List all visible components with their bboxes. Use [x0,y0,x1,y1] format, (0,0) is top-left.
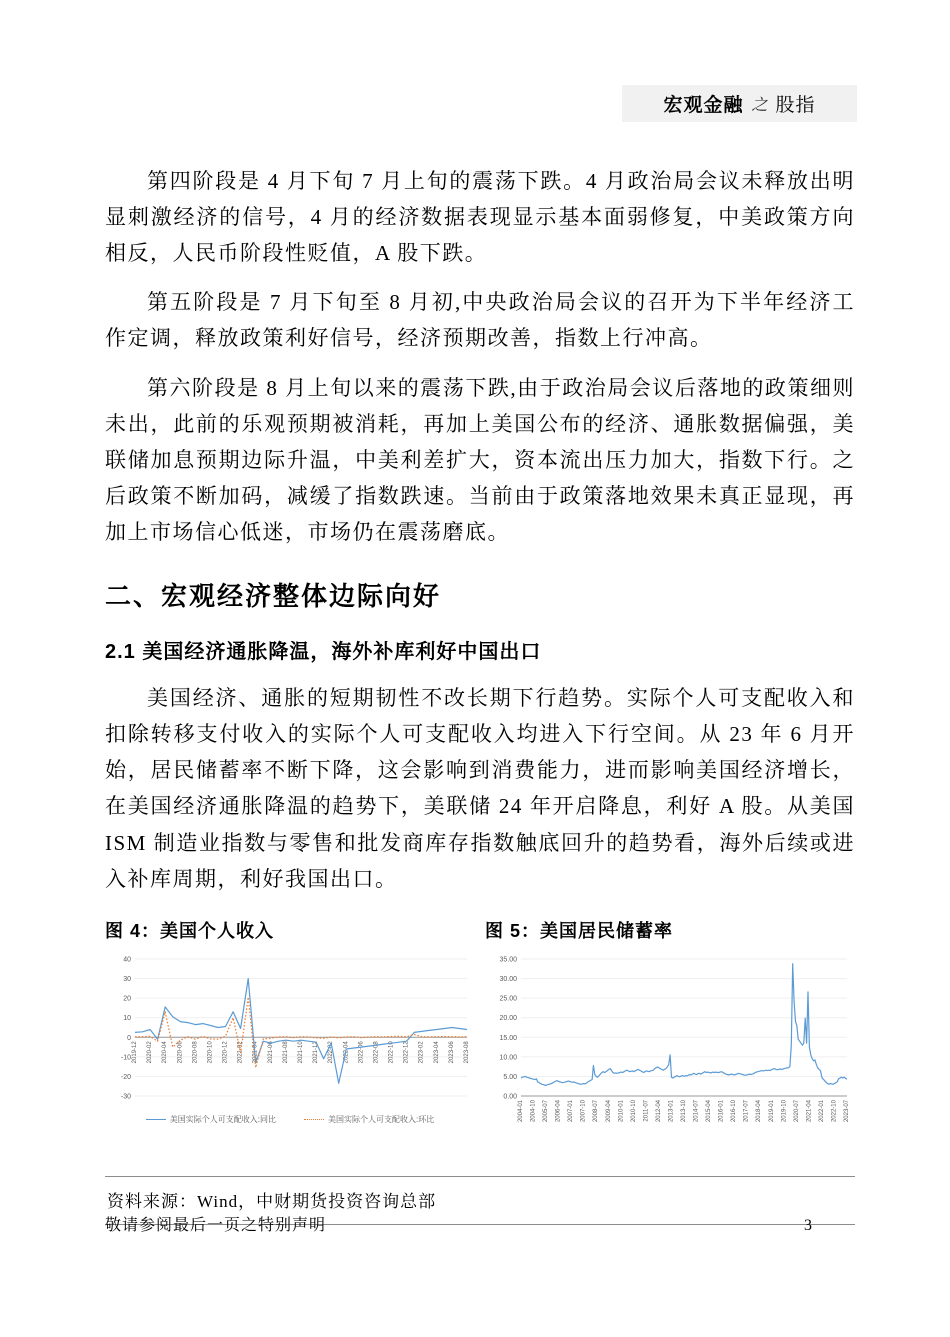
svg-text:20: 20 [123,995,131,1003]
svg-text:0: 0 [127,1034,131,1042]
svg-text:2020-07: 2020-07 [793,1099,800,1122]
svg-text:2019-10: 2019-10 [781,1099,788,1122]
svg-text:2020-04: 2020-04 [162,1041,169,1064]
svg-text:30.00: 30.00 [499,975,517,983]
svg-text:2011-07: 2011-07 [643,1099,650,1122]
svg-text:25.00: 25.00 [499,995,517,1003]
header-separator: 之 [751,97,768,114]
svg-text:2013-01: 2013-01 [668,1099,675,1122]
svg-text:2017-07: 2017-07 [743,1099,750,1122]
svg-text:15.00: 15.00 [499,1034,517,1042]
page-content [105,163,855,1225]
svg-text:2019-01: 2019-01 [768,1099,775,1122]
svg-text:2020-12: 2020-12 [222,1041,229,1064]
chart-us-savings-rate [485,951,855,1154]
legend-line-sample [146,1119,166,1120]
svg-text:2023-06: 2023-06 [448,1041,455,1064]
svg-text:2021-06: 2021-06 [267,1041,274,1064]
svg-text:2020-08: 2020-08 [192,1041,199,1064]
body-paragraph-stage5: 第五阶段是 7 月下旬至 8 月初,中央政治局会议的召开为下半年经济工作定调，释放政策利好信号，经济预期改善，指数上行冲高。 [105,290,855,351]
svg-text:2022-10: 2022-10 [831,1099,838,1122]
footer-disclaimer: 敬请参阅最后一页之特别声明 [105,1217,327,1234]
svg-text:2004-10: 2004-10 [530,1099,537,1122]
svg-text:20.00: 20.00 [499,1014,517,1022]
svg-text:2020-10: 2020-10 [207,1041,214,1064]
figure-5 [485,917,855,1154]
chart-us-personal-income [105,951,475,1125]
section-title: 二、宏观经济整体边际向好 [105,581,442,612]
svg-text:2009-04: 2009-04 [605,1099,612,1122]
svg-text:2022-04: 2022-04 [343,1041,350,1064]
svg-text:2021-08: 2021-08 [282,1041,289,1064]
svg-text:2020-02: 2020-02 [147,1041,154,1064]
svg-text:2023-02: 2023-02 [418,1041,425,1064]
svg-text:10: 10 [123,1014,131,1022]
figure-4 [105,917,475,1154]
page-number: 3 [804,1217,813,1234]
svg-text:35.00: 35.00 [499,956,517,964]
svg-text:30: 30 [123,975,131,983]
svg-text:2021-10: 2021-10 [298,1041,304,1064]
svg-text:-10: -10 [120,1054,131,1062]
chart-legend [105,1114,475,1125]
svg-text:2020-06: 2020-06 [177,1041,184,1064]
svg-text:2022-08: 2022-08 [373,1041,380,1064]
page-footer [105,1212,855,1235]
svg-text:2021-12: 2021-12 [313,1041,320,1064]
body-paragraph-stage6: 第六阶段是 8 月上旬以来的震荡下跌,由于政治局会议后落地的政策细则未出，此前的乐观预期被消耗，再加上美国公布的经济、通胀数据偏强，美联储加息预期边际升温，中美利差扩大，资本流出压力加大，指数下行。之后政策不断加码，减缓了指数跌速。当前由于政策落地效果未真正显现，再加上市场信心低迷，市场仍在震荡磨底。 [105,375,855,544]
subsection-title: 2.1 美国经济通胀降温，海外补库利好中国出口 [105,641,542,664]
svg-text:2008-07: 2008-07 [593,1099,600,1122]
svg-text:2022-01: 2022-01 [818,1099,825,1122]
page-header-tag [622,85,857,122]
figure-source: 资料来源：Wind，中财期货投资咨询总部 [105,1176,855,1225]
svg-text:2012-04: 2012-04 [655,1099,662,1122]
svg-text:2023-08: 2023-08 [464,1041,470,1064]
svg-text:2022-06: 2022-06 [358,1041,365,1064]
figure-4-title: 图 4：美国个人收入 [105,920,275,941]
fig5-chart-svg [485,951,855,1149]
svg-text:2015-04: 2015-04 [706,1099,713,1122]
svg-text:2007-10: 2007-10 [580,1099,587,1122]
svg-text:10.00: 10.00 [499,1054,517,1062]
svg-text:2022-02: 2022-02 [328,1041,335,1064]
svg-text:-30: -30 [120,1093,131,1101]
legend-line-sample [304,1119,324,1120]
svg-text:2004-01: 2004-01 [518,1099,524,1122]
svg-text:2021-04: 2021-04 [252,1041,259,1064]
figure-5-title: 图 5：美国居民储蓄率 [485,920,674,941]
svg-text:2006-04: 2006-04 [555,1099,562,1122]
svg-text:2018-04: 2018-04 [756,1099,763,1122]
svg-text:2021-04: 2021-04 [806,1099,813,1122]
svg-text:2023-07: 2023-07 [844,1099,850,1122]
svg-text:2022-10: 2022-10 [388,1041,395,1064]
svg-text:2021-02: 2021-02 [237,1041,244,1064]
svg-text:2016-01: 2016-01 [718,1099,725,1122]
svg-text:2010-10: 2010-10 [630,1099,637,1122]
svg-text:2010-01: 2010-01 [618,1099,625,1122]
header-topic: 股指 [775,95,816,116]
svg-text:-20: -20 [120,1073,131,1081]
body-paragraph-us-economy: 美国经济、通胀的短期韧性不改长期下行趋势。实际个人可支配收入和扣除转移支付收入的实际个人可支配收入均进入下行空间。从 23 年 6 月开始，居民储蓄率不断下降，这会影响到消费能力，进而影响美国经济增长，在美国经济通胀降温的趋势下，美联储 24 年开启降息，利好 A 股。从美国 ISM 制造业指数与零售和批发商库存指数触底回升的趋势看，海外后续或进入补库周期，利好我国出口。 [105,686,855,891]
svg-text:2013-10: 2013-10 [681,1099,687,1122]
header-category: 宏观金融 [663,95,744,116]
svg-text:2016-10: 2016-10 [731,1099,738,1122]
legend-item [304,1114,434,1125]
svg-text:2007-01: 2007-01 [568,1099,575,1122]
fig4-chart-svg [105,951,475,1106]
svg-text:5.00: 5.00 [503,1073,517,1081]
svg-text:2019-12: 2019-12 [132,1041,138,1064]
figure-row [105,917,855,1154]
svg-text:2023-04: 2023-04 [433,1041,440,1064]
legend-label: 美国实际个人可支配收入:环比 [328,1114,435,1124]
body-paragraph-stage4: 第四阶段是 4 月下旬 7 月上旬的震荡下跌。4 月政治局会议未释放出明显刺激经济的信号，4 月的经济数据表现显示基本面弱修复，中美政策方向相反，人民币阶段性贬值，A 股下跌。 [105,169,855,266]
svg-text:2005-07: 2005-07 [543,1099,550,1122]
svg-text:0.00: 0.00 [503,1093,517,1101]
svg-text:2014-07: 2014-07 [693,1099,700,1122]
legend-label: 美国实际个人可支配收入:同比 [169,1114,276,1124]
svg-text:40: 40 [123,956,131,964]
svg-text:2022-12: 2022-12 [403,1041,410,1064]
legend-item [146,1114,276,1125]
